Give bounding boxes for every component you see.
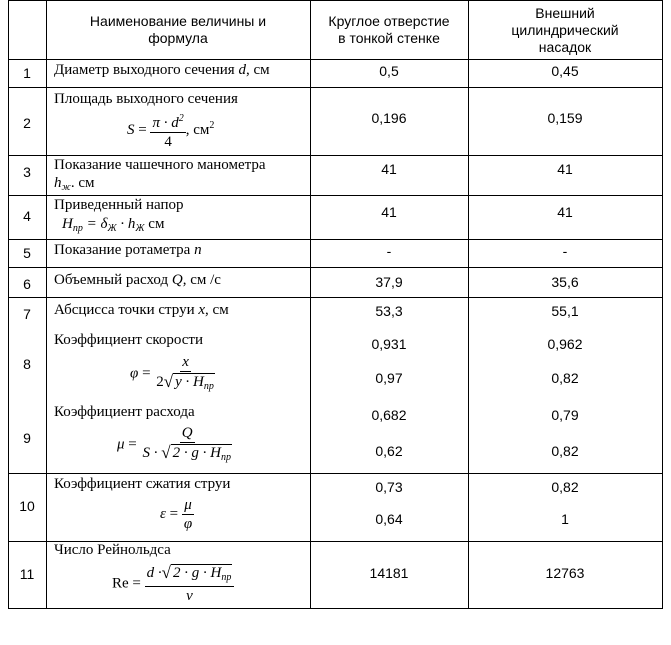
row-divider <box>8 267 663 268</box>
value-b: 55,1 <box>551 303 579 319</box>
value-a: 41 <box>381 161 397 177</box>
header-name-line-2: формула <box>148 30 208 46</box>
contraction-formula: ε = $\frac{\mu}{\varphi}$ <box>160 497 193 532</box>
header-col-b-cell <box>468 5 662 56</box>
row-number: 1 <box>23 65 31 81</box>
row-number: 10 <box>19 498 35 514</box>
header-col-b-line-1: Внешний <box>535 5 595 21</box>
row-label: Приведенный напор <box>54 197 184 213</box>
value-a: 0,931 <box>371 336 407 352</box>
value-b: 12763 <box>545 565 585 581</box>
value-a: - <box>386 243 392 259</box>
row-label: Коэффициент расхода <box>54 404 195 420</box>
value-b: - <box>562 243 568 259</box>
value-b: 41 <box>557 161 573 177</box>
row-divider <box>8 239 663 240</box>
value-a: 0,5 <box>379 63 399 79</box>
value-b: 0,962 <box>547 336 583 352</box>
row-label: Коэффициент сжатия струи <box>54 476 231 492</box>
value-a-second: 0,97 <box>375 370 403 386</box>
discharge-formula: μ = $\frac{Q}{S \cdot √ 2 \cdot g \cdot H_{пр}}$ <box>117 425 231 463</box>
row-label: Диаметр выходного сечения d, см <box>54 62 270 78</box>
value-a: 37,9 <box>375 274 403 290</box>
value-b: 41 <box>557 204 573 220</box>
header-col-a-line-2: в тонкой стенке <box>338 30 440 46</box>
row-number: 6 <box>23 276 31 292</box>
row-divider <box>8 195 663 196</box>
value-b-second: 0,82 <box>551 370 579 386</box>
value-b: 0,79 <box>551 407 579 423</box>
row-label: Показание ротаметра n <box>54 242 202 258</box>
header-col-b-line-2: цилиндрический <box>511 22 619 38</box>
row-divider <box>8 297 663 298</box>
row-label: Абсцисса точки струи x, см <box>54 302 229 318</box>
head-formula: $H_{пр} = \delta_Ж \cdot h_Ж$ см <box>62 216 165 234</box>
header-col-a-line-1: Круглое отверстие <box>328 13 450 29</box>
row-label: Объемный расход Q, см /с <box>54 272 221 288</box>
row-divider <box>8 59 663 60</box>
value-b: 35,6 <box>551 274 579 290</box>
velocity-formula: φ = $\frac{x}{2√ y \cdot H_{пр}}$ <box>130 354 214 392</box>
row-divider <box>8 87 663 88</box>
header-col-b-line-3: насадок <box>538 39 592 55</box>
table-border-bottom <box>8 608 663 609</box>
column-divider <box>662 0 663 609</box>
row-divider <box>8 473 663 474</box>
header-name-line-1: Наименование величины и <box>89 13 267 29</box>
reynolds-formula: Re = $\frac{d \cdot√ 2 \cdot g \cdot H_{пр}}{\nu}$ <box>112 564 234 604</box>
value-b: 0,82 <box>551 479 579 495</box>
row-number: 8 <box>23 356 31 372</box>
value-a-second: 0,62 <box>375 443 403 459</box>
value-a: 14181 <box>369 565 409 581</box>
value-a: 41 <box>381 204 397 220</box>
row-label: Показание чашечного манометра <box>54 157 266 173</box>
column-divider <box>8 0 9 609</box>
area-formula: S = $\frac{\pi \cdot d^2}{4}$ , $см^2$ <box>127 113 215 150</box>
row-label-line-2: $h_ж$. см <box>54 175 95 193</box>
header-name-cell <box>46 13 310 47</box>
row-label: Площадь выходного сечения <box>54 91 238 107</box>
value-a: 0,196 <box>371 110 407 126</box>
row-number: 7 <box>23 306 31 322</box>
table-border-top <box>8 0 663 1</box>
row-label: Число Рейнольдса <box>54 542 171 558</box>
column-divider <box>46 0 47 609</box>
value-b: 0,45 <box>551 63 579 79</box>
row-number: 3 <box>23 164 31 180</box>
row-number: 4 <box>23 208 31 224</box>
header-col-a-cell <box>310 13 468 47</box>
row-number: 11 <box>19 566 35 582</box>
value-b-second: 0,82 <box>551 443 579 459</box>
row-label: Коэффициент скорости <box>54 332 204 348</box>
value-a-second: 0,64 <box>375 511 403 527</box>
row-number: 9 <box>23 430 31 446</box>
value-a: 0,682 <box>371 407 407 423</box>
value-a: 53,3 <box>375 303 403 319</box>
row-divider <box>8 155 663 156</box>
row-number: 2 <box>23 115 31 131</box>
value-b: 0,159 <box>547 110 583 126</box>
row-number: 5 <box>23 245 31 261</box>
value-b-second: 1 <box>561 511 569 527</box>
value-a: 0,73 <box>375 479 403 495</box>
